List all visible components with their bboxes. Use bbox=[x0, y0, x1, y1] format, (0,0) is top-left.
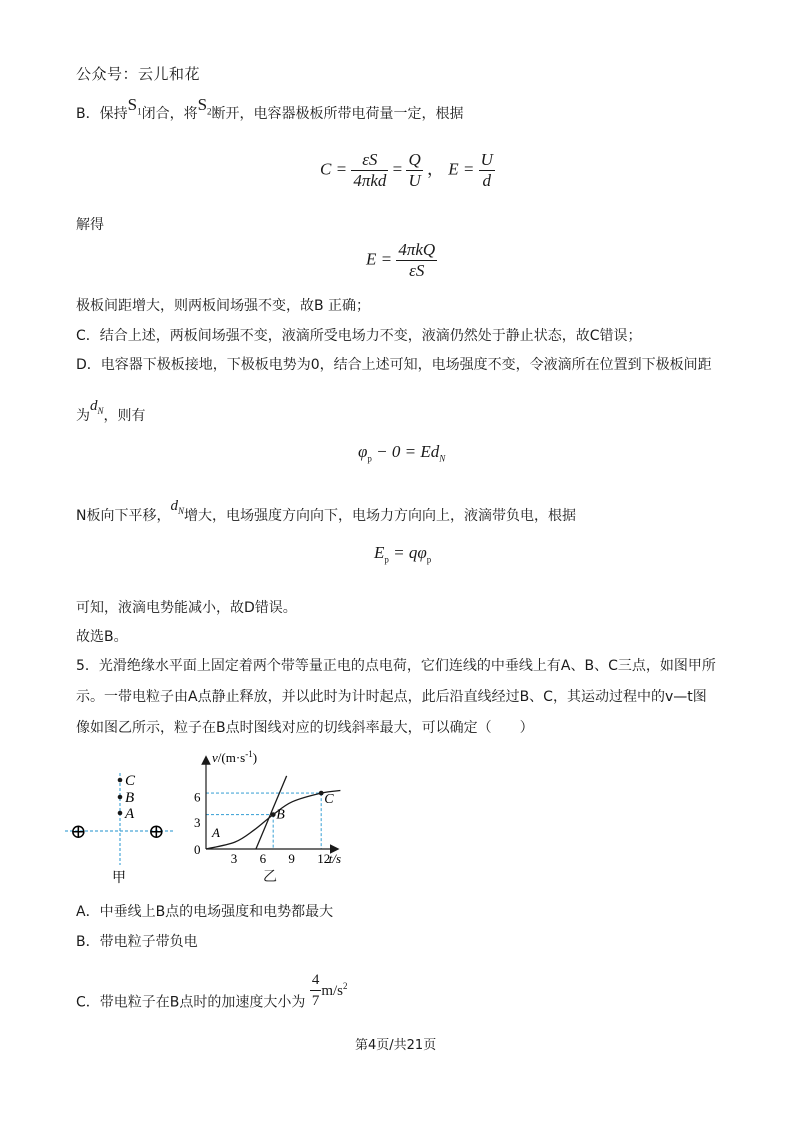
s2-symbol: $S_2$ bbox=[197, 95, 212, 117]
option-c-unit: $m/s^2$ bbox=[321, 980, 348, 999]
paragraph-conclusion-d: 可知，液滴电势能减小，故D错误。 bbox=[76, 600, 297, 616]
point-b-dot bbox=[118, 795, 123, 800]
chart-axes bbox=[206, 760, 335, 849]
figure-yi-chart bbox=[188, 748, 368, 888]
equation-field: E = $\frac{\text{4πkQ}}{\varepsilon S}$ bbox=[366, 240, 436, 280]
paragraph-b bbox=[76, 95, 464, 124]
label-b: B bbox=[125, 790, 135, 806]
jiede-label: 解得 bbox=[76, 217, 104, 233]
caption-yi: 乙 bbox=[263, 869, 277, 885]
option-b: B．带电粒子带负电 bbox=[76, 934, 198, 950]
chart-guide-lines bbox=[206, 793, 321, 849]
chart-point-b-label: B bbox=[276, 807, 285, 823]
point-c-dot bbox=[118, 778, 123, 783]
equation-capacitance: C = $\frac{\varepsilon S}{\text{4πkd}}$ = $\frac{Q}{U}$ ， E = $\frac{U}{d}$ bbox=[320, 150, 493, 190]
x-axis-label: t/s bbox=[328, 851, 342, 866]
point-c-marker bbox=[319, 791, 324, 796]
paragraph-d: D．电容器下极板接地，下极板电势为0，结合上述可知，电场强度不变，令液滴所在位置到下极板间距 bbox=[76, 357, 712, 373]
chart-point-c-label: C bbox=[324, 792, 334, 808]
page-footer: 第4页/共21页 bbox=[355, 1038, 437, 1053]
paragraph-b-suffix: 断开，电容器极板所带电荷量一定，根据 bbox=[211, 106, 464, 122]
y-axis-label: $v/(m\cdot s^{-1})$ bbox=[212, 749, 258, 765]
x-tick-label: 6 bbox=[259, 851, 267, 866]
y-tick-label: 6 bbox=[194, 789, 201, 805]
x-tick-label: 3 bbox=[230, 851, 238, 866]
chart-series bbox=[206, 776, 340, 849]
question-5-line-1: 5．光滑绝缘水平面上固定着两个带等量正电的点电荷，它们连线的中垂线上有A、B、C三点，如图甲所 bbox=[76, 658, 716, 674]
paragraph-n: N板向下平移，$d_N$增大，电场强度方向向下，电场力方向向上，液滴带负电，根据 bbox=[76, 498, 576, 524]
paragraph-answer: 故选B。 bbox=[76, 629, 128, 645]
origin-label: 0 bbox=[194, 842, 201, 857]
equation-energy: $E_p = q\varphi_p$ bbox=[374, 543, 432, 565]
question-5-line-3: 像如图乙所示，粒子在B点时图线对应的切线斜率最大，可以确定（ ） bbox=[76, 720, 534, 736]
paragraph-b-mid: 闭合，将 bbox=[141, 106, 198, 122]
x-tick-label: 12 bbox=[317, 851, 331, 866]
dn-symbol-2: $d_N$ bbox=[170, 498, 184, 516]
charge-left: ⊕ bbox=[70, 821, 87, 843]
y-tick-label: 3 bbox=[194, 815, 201, 831]
paragraph-dn: 为$d_N$，则有 bbox=[76, 398, 146, 424]
dn-symbol: $d_N$ bbox=[90, 398, 104, 416]
charge-right: ⊕ bbox=[148, 821, 165, 843]
option-c-fraction: $\frac{4}{7}$ bbox=[311, 972, 320, 1009]
equation-potential: $\varphi_p - 0 = Ed_N$ bbox=[358, 442, 446, 464]
watermark: 公众号：云儿和花 bbox=[76, 65, 201, 83]
label-c: C bbox=[125, 773, 136, 789]
paragraph-distance: 极板间距增大，则两板间场强不变，故B 正确； bbox=[76, 298, 371, 314]
x-tick-label: 9 bbox=[288, 851, 295, 866]
question-5-line-2: 示。一带电粒子由A点静止释放，并以此时为计时起点，此后沿直线经过B、C，其运动过程中的v—t图 bbox=[76, 689, 707, 705]
s1-symbol: $S_1$ bbox=[127, 95, 142, 117]
figure-jia bbox=[60, 765, 180, 890]
point-a-dot bbox=[118, 811, 123, 816]
paragraph-c: C．结合上述，两板间场强不变，液滴所受电场力不变，液滴仍然处于静止状态，故C错误； bbox=[76, 328, 642, 344]
paragraph-b-prefix: B．保持 bbox=[76, 106, 128, 122]
point-b-marker bbox=[271, 812, 276, 817]
label-a: A bbox=[125, 806, 135, 822]
caption-jia: 甲 bbox=[112, 871, 126, 886]
chart-point-a-label: A bbox=[212, 825, 220, 840]
option-c: C．带电粒子在B点时的加速度大小为 $\frac{4}{7}$ $m/s^2$ bbox=[76, 972, 348, 1011]
option-a: A．中垂线上B点的电场强度和电势都最大 bbox=[76, 904, 334, 920]
